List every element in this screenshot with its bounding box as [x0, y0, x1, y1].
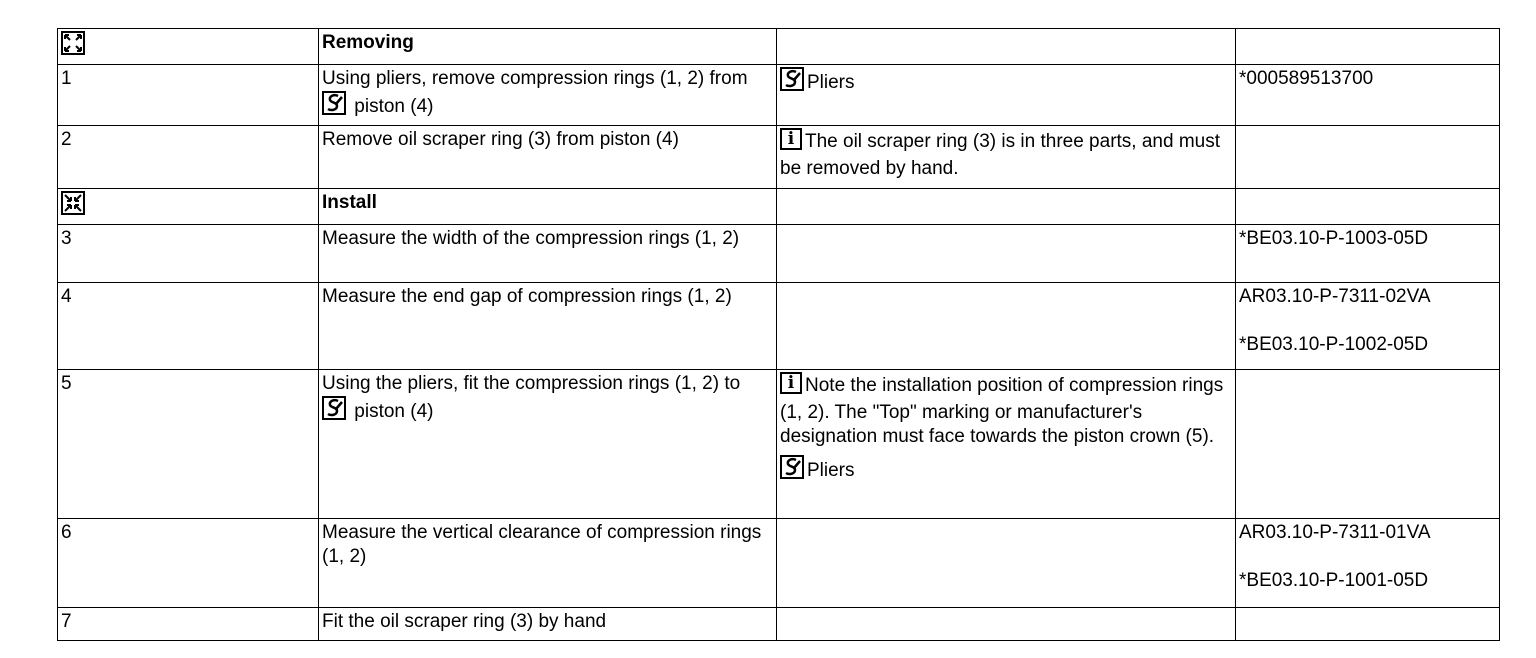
step-text: Using pliers, remove compression rings (1, 2) from piston (4) [319, 65, 777, 126]
step-number: 5 [58, 370, 319, 519]
step-number: 4 [58, 283, 319, 370]
step-note: i The oil scraper ring (3) is in three parts, and must be removed by hand. [777, 126, 1236, 189]
tool-icon [322, 396, 346, 420]
step-text: Measure the width of the compression rings (1, 2) [319, 225, 777, 283]
table-row [58, 65, 1500, 126]
section-row-removing [58, 29, 1500, 65]
table-row [58, 370, 1500, 519]
info-icon: i [780, 372, 802, 401]
step-text: Measure the vertical clearance of compression rings (1, 2) [319, 519, 777, 608]
reference-link[interactable]: *000589513700 [1239, 68, 1374, 89]
table-row [58, 283, 1500, 370]
step-number: 7 [58, 608, 319, 641]
step-note: Pliers [777, 65, 1236, 126]
reference-link[interactable]: AR03.10-P-7311-02VA [1239, 286, 1431, 307]
step-number: 2 [58, 126, 319, 189]
section-title-install: Install [319, 189, 777, 225]
reference-link[interactable]: *BE03.10-P-1001-05D [1239, 570, 1429, 591]
reference-link[interactable]: *BE03.10-P-1002-05D [1239, 334, 1429, 355]
step-note: i Note the installation position of compression rings (1, 2). The "Top" marking or manufacturer's designation must face towards the piston crown (5). Pliers [777, 370, 1236, 519]
table-row [58, 608, 1500, 641]
step-number: 6 [58, 519, 319, 608]
reference-link[interactable]: *BE03.10-P-1003-05D [1239, 228, 1429, 249]
table-row [58, 519, 1500, 608]
tool-icon [780, 67, 804, 91]
reference-link[interactable]: AR03.10-P-7311-01VA [1239, 522, 1431, 543]
procedure-table [57, 28, 1500, 641]
step-text: Fit the oil scraper ring (3) by hand [319, 608, 777, 641]
step-reference [1236, 283, 1500, 370]
section-icon-cell [58, 189, 319, 225]
step-reference [1236, 65, 1500, 126]
table-row [58, 126, 1500, 189]
table-row [58, 225, 1500, 283]
info-icon: i [780, 128, 802, 157]
tool-icon [322, 91, 346, 115]
step-number: 1 [58, 65, 319, 126]
step-reference [1236, 519, 1500, 608]
step-text: Using the pliers, fit the compression rings (1, 2) to piston (4) [319, 370, 777, 519]
step-reference [1236, 225, 1500, 283]
removal-icon [61, 31, 85, 55]
step-text: Remove oil scraper ring (3) from piston (4) [319, 126, 777, 189]
step-text: Measure the end gap of compression rings (1, 2) [319, 283, 777, 370]
step-number: 3 [58, 225, 319, 283]
tool-icon [780, 455, 804, 479]
section-icon-cell [58, 29, 319, 65]
section-row-install [58, 189, 1500, 225]
section-title-removing: Removing [319, 29, 777, 65]
install-icon [61, 191, 85, 215]
